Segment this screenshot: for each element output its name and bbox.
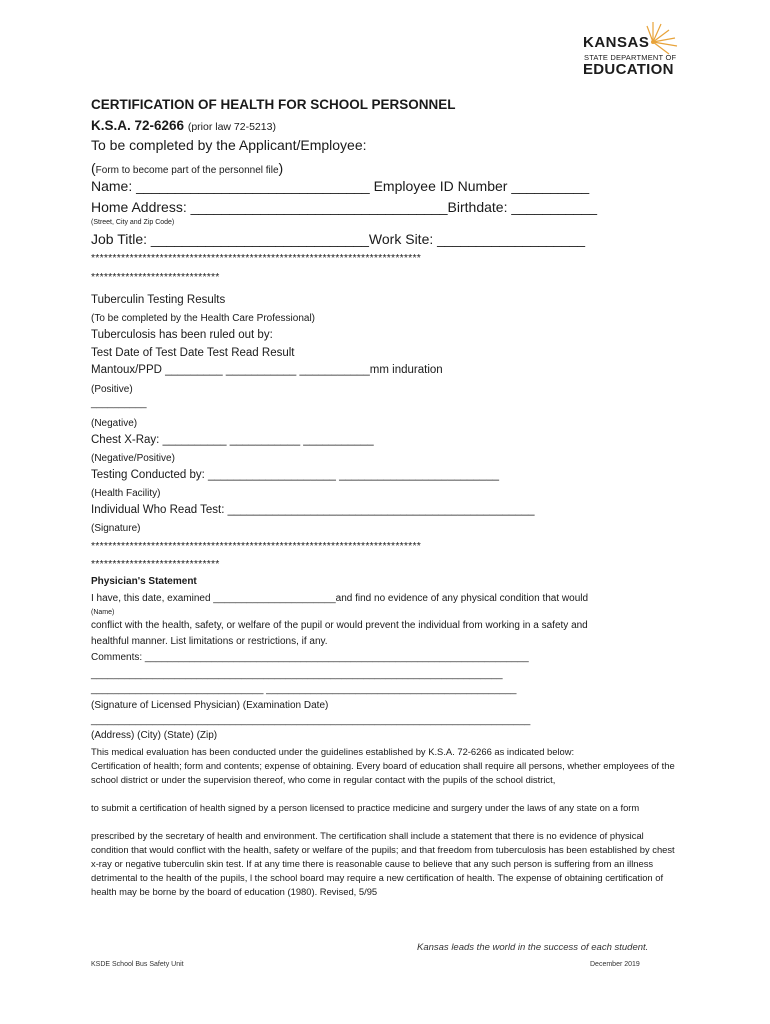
separator-stars-1a: ***************************************************************************** (91, 252, 422, 264)
body-paragraph-4: prescribed by the secretary of health and environment. The certification shall include a statement that there is no evidence of physical condition that would conflict with the health, safety or welfare of the pupils; and that freedom from tuberculosis has been established by chest x-ray or negative tuberculin skin test. If at any time there is reasonable cause to believe that any such person is suffering from an illness detrimental to the health of the pupils, l the school board may require a new certification of health. The expense of obtaining certification of health may be borne by the board of education (1980). Revised, 5/95 (91, 830, 675, 897)
examined-field[interactable]: I have, this date, examined ______________________and find no evidence of any physical condition that would (91, 593, 589, 604)
body-paragraph-3: to submit a certification of health signed by a person licensed to practice medicine and surgery under the laws of any state on a form (91, 802, 640, 813)
negative-label: (Negative) (91, 418, 138, 429)
tb-columns: Test Date of Test Date Test Read Result (91, 347, 295, 359)
statute-line (91, 118, 276, 133)
testing-conducted-field[interactable]: Testing Conducted by: ____________________ _________________________ (91, 469, 499, 481)
separator-stars-1b: ****************************** (91, 271, 220, 283)
home-address-birthdate-field[interactable]: Home Address: _________________________________Birthdate: ___________ (91, 199, 598, 215)
mantoux-field[interactable]: Mantoux/PPD _________ ___________ ___________mm induration (91, 364, 443, 376)
signature-label: (Signature) (91, 523, 141, 534)
body-paragraph-1: This medical evaluation has been conducted under the guidelines established by K.S.A. 72-6266 as indicated below: (91, 746, 575, 757)
tb-heading: Tuberculin Testing Results (91, 294, 226, 306)
statute-number: K.S.A. 72-6266 (91, 118, 185, 133)
logo-education: EDUCATION (583, 61, 674, 78)
comments-field-2[interactable]: __________________________________________________________________________ (91, 669, 503, 680)
signature-date-label: (Signature of Licensed Physician) (Examination Date) (91, 700, 329, 711)
name-employee-id-field[interactable]: Name: ______________________________ Employee ID Number __________ (91, 178, 590, 194)
footer-date: December 2019 (590, 961, 640, 968)
address-field[interactable]: _______________________________________________________________________________ (91, 715, 531, 726)
footer-motto: Kansas leads the world in the success of each student. (417, 942, 649, 953)
negative-positive-label: (Negative/Positive) (91, 453, 175, 464)
personnel-file-note: (Form to become part of the personnel file) (91, 160, 284, 176)
physician-heading: Physician's Statement (91, 576, 197, 587)
tb-ruled-out: Tuberculosis has been ruled out by: (91, 329, 273, 341)
prior-law: (prior law 72-5213) (187, 121, 276, 133)
reader-field[interactable]: Individual Who Read Test: ________________________________________________ (91, 504, 535, 516)
name-hint: (Name) (91, 609, 115, 616)
result-blank-field[interactable]: __________ (91, 398, 147, 409)
address-hint: (Street, City and Zip Code) (91, 219, 175, 226)
footer-unit: KSDE School Bus Safety Unit (91, 961, 184, 968)
signature-date-fields[interactable]: _______________________________ _____________________________________________ (91, 684, 517, 695)
comments-field[interactable]: Comments: _____________________________________________________________________ (91, 652, 529, 663)
logo-state-department: STATE DEPARTMENT OF (584, 53, 677, 62)
positive-label: (Positive) (91, 384, 133, 395)
body-paragraph-2: Certification of health; form and contents; expense of obtaining. Every board of education shall require all persons, whether employees of the school district or under the supervision thereof, who come in regular contact with the pupils of the school district, (91, 760, 675, 785)
form-title: CERTIFICATION OF HEALTH FOR SCHOOL PERSONNEL (91, 97, 456, 112)
health-facility-label: (Health Facility) (91, 488, 161, 499)
healthful-text: healthful manner. List limitations or restrictions, if any. (91, 636, 328, 647)
separator-stars-2a: ***************************************************************************** (91, 540, 422, 552)
separator-stars-2b: ****************************** (91, 558, 220, 570)
conflict-text: conflict with the health, safety, or welfare of the pupil or would prevent the individual from working in a safety and (91, 620, 588, 631)
job-title-work-site-field[interactable]: Job Title: ____________________________Work Site: ___________________ (91, 231, 586, 247)
logo-kansas: KANSAS (583, 34, 650, 51)
ksde-logo (583, 20, 683, 78)
tb-subheading: (To be completed by the Health Care Professional) (91, 313, 316, 324)
chest-xray-field[interactable]: Chest X-Ray: __________ ___________ ___________ (91, 434, 374, 446)
completed-by-applicant: To be completed by the Applicant/Employee: (91, 137, 367, 153)
address-label: (Address) (City) (State) (Zip) (91, 730, 218, 741)
